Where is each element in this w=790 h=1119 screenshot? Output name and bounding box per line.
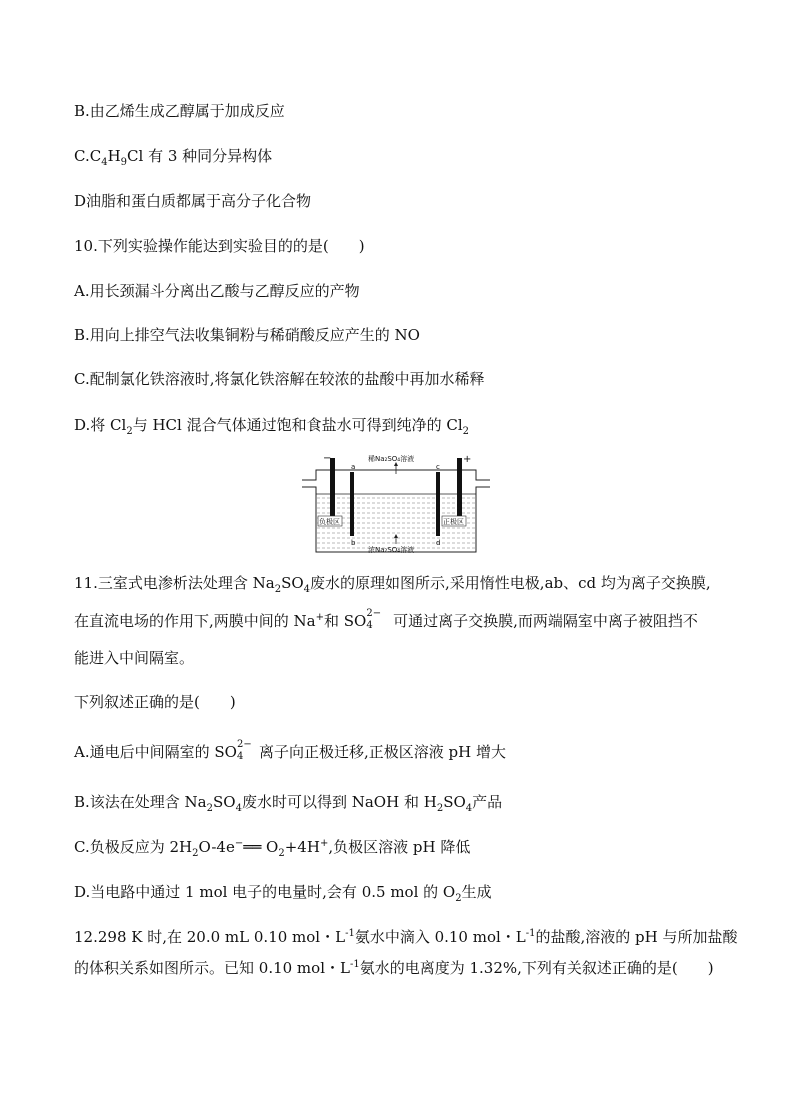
q11-option-d: D.当电路中通过 1 mol 电子的电量时,会有 0.5 mol 的 $O_2$生成 [74,883,492,904]
q12-stem-line1: 12.298 K 时,在 20.0 mL 0.10 mol・$L^{-1}$氨水中滴入 0.10 mol・$L^{-1}$的盐酸,溶液的 pH 与所加盐酸 [74,928,738,946]
q11-option-b: B.该法在处理含 $Na_2SO_4$废水时可以得到 NaOH 和 $H_2SO_4$产品 [74,793,503,814]
q9-option-b: B.由乙烯生成乙醇属于加成反应 [74,102,285,120]
dilute-solution-label: 稀Na₂SO₄溶液 [368,455,415,463]
q11-stem-line2: 在直流电场的作用下,两膜中间的 Na+和 SO 2− 4 可通过离子交换膜,而两端隔室中离子被阻挡不 [74,608,698,631]
concentrated-solution-label: 浓Na₂SO₄溶液 [368,546,415,554]
positive-electrode [457,458,462,516]
plus-sign: + [463,454,472,465]
q10-option-b: B.用向上排空气法收集铜粉与稀硝酸反应产生的 NO [74,326,420,344]
q10-option-a: A.用长颈漏斗分离出乙酸与乙醇反应的产物 [74,282,360,300]
positive-region-label: 正极区 [443,518,464,526]
q11-stem-line3: 能进入中间隔室。 [74,649,195,667]
q10-stem: 10.下列实验操作能达到实验目的的是( ) [74,237,365,255]
membrane-ab [350,472,354,536]
minus-sign: − [323,453,332,464]
electrodialysis-diagram [298,452,494,556]
q9-option-c: $C.C_4H_9Cl$ 有 3 种同分异构体 [74,147,273,168]
q11-option-a: A.通电后中间隔室的 SO 2− 4 离子向正极迁移,正极区溶液 pH 增大 [74,739,506,762]
q10-option-d: D.将 $Cl_2$与 HCl 混合气体通过饱和食盐水可得到纯净的 $Cl_2$ [74,416,469,437]
label-c: c [436,463,440,471]
q9-option-d: D油脂和蛋白质都属于高分子化合物 [74,192,312,210]
negative-electrode [330,458,335,516]
q11-question: 下列叙述正确的是( ) [74,693,236,711]
membrane-cd [436,472,440,536]
negative-region-label: 负极区 [319,518,340,526]
label-b: b [351,539,356,547]
label-a: a [351,463,356,471]
q12-stem-line2: 的体积关系如图所示。已知 0.10 mol・$L^{-1}$氨水的电离度为 1.32%,下列有关叙述正确的是( ) [74,959,714,977]
q11-option-c: C.负极反应为 $2H_2O-4e^-══$ $O_2+4H^+$,负极区溶液 pH 降低 [74,838,471,859]
q10-option-c: C.配制氯化铁溶液时,将氯化铁溶解在较浓的盐酸中再加水稀释 [74,370,485,388]
q11-stem-line1: 11.三室式电渗析法处理含 $Na_2SO_4$废水的原理如图所示,采用惰性电极,ab、cd 均为离子交换膜, [74,574,711,595]
label-d: d [436,539,441,547]
